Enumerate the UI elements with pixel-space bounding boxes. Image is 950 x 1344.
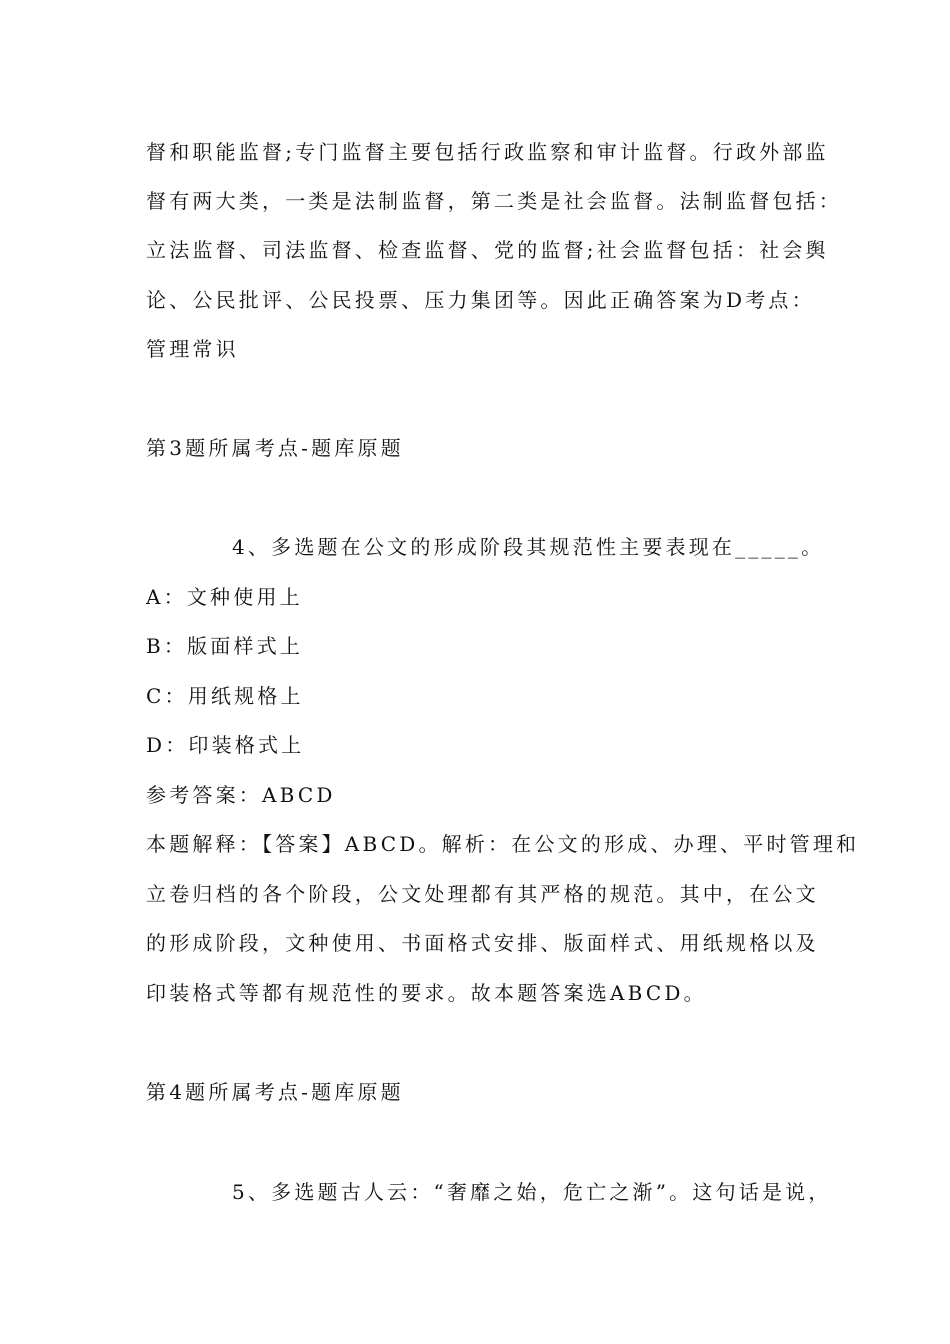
explanation-line: 印装格式等都有规范性的要求。故本题答案选ABCD。 (146, 981, 707, 1005)
reference-answer: 参考答案：ABCD (146, 783, 336, 807)
explanation-line: 论、公民批评、公民投票、压力集团等。因此正确答案为D考点： (146, 288, 815, 312)
explanation-line: 管理常识 (146, 337, 239, 361)
question-source-label: 第4题所属考点-题库原题 (146, 1080, 404, 1104)
explanation-line: 督有两大类，一类是法制监督，第二类是社会监督。法制监督包括： (146, 189, 842, 213)
explanation-line: 本题解释：【答案】ABCD。解析：在公文的形成、办理、平时管理和 (146, 832, 860, 856)
explanation-line: 立法监督、司法监督、检查监督、党的监督;社会监督包括：社会舆 (146, 238, 829, 262)
explanation-line: 立卷归档的各个阶段，公文处理都有其严格的规范。其中，在公文 (146, 882, 819, 906)
option-b: B：版面样式上 (146, 634, 304, 658)
question-source-label: 第3题所属考点-题库原题 (146, 436, 404, 460)
question-stem: 4、多选题在公文的形成阶段其规范性主要表现在_____。 (232, 535, 825, 559)
option-d: D：印装格式上 (146, 733, 305, 757)
question-stem: 5、多选题古人云：“奢靡之始，危亡之渐”。这句话是说， (232, 1180, 832, 1204)
explanation-line: 督和职能监督;专门监督主要包括行政监察和审计监督。行政外部监 (146, 140, 829, 164)
option-c: C：用纸规格上 (146, 684, 304, 708)
explanation-line: 的形成阶段，文种使用、书面格式安排、版面样式、用纸规格以及 (146, 931, 819, 955)
option-a: A：文种使用上 (146, 585, 303, 609)
